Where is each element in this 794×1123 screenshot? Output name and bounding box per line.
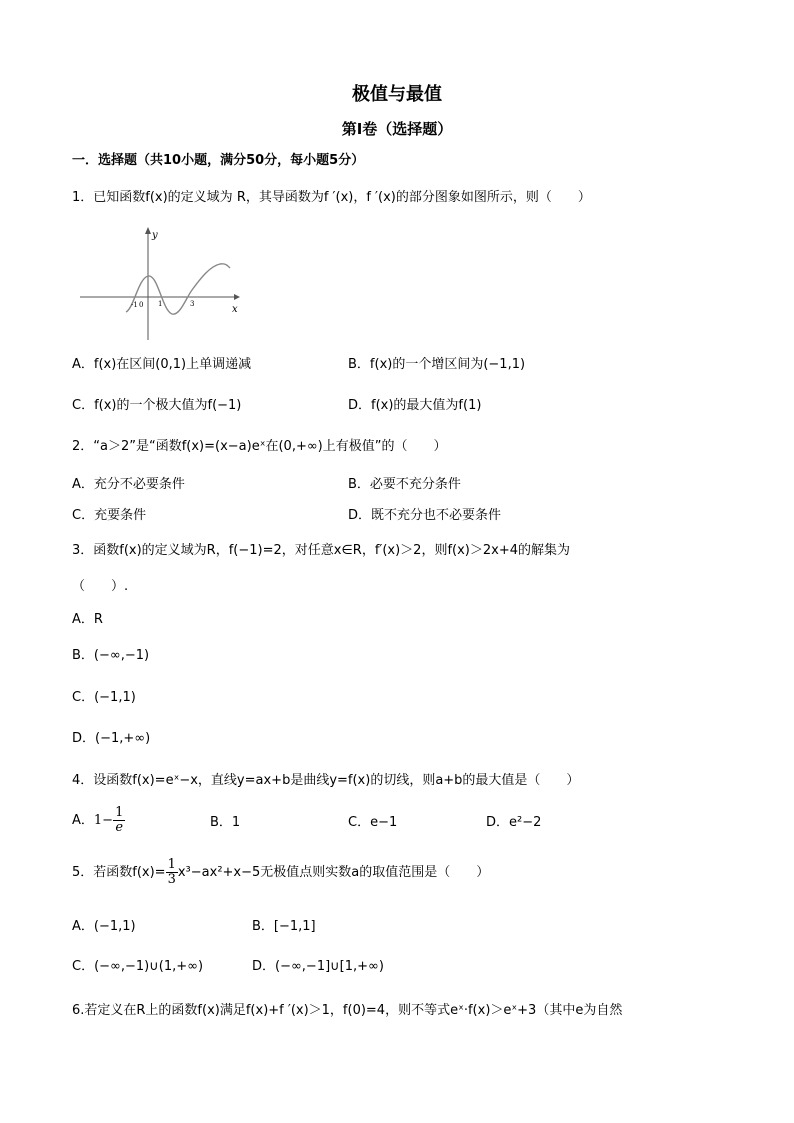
tick-label-3: 3 bbox=[190, 300, 195, 308]
q5-option-b: B．[−1,1] bbox=[252, 919, 316, 934]
fraction-numerator: 1 bbox=[167, 857, 176, 872]
fraction-numerator: 1 bbox=[115, 805, 124, 820]
question-4-stem: 4．设函数f(x)=eˣ−x，直线y=ax+b是曲线y=f(x)的切线，则a+b的最大值是（ ） bbox=[72, 773, 580, 788]
q1-option-c: C．f(x)的一个极大值为f(−1) bbox=[72, 398, 242, 413]
tick-label-0: 0 bbox=[139, 301, 144, 309]
question-6-stem: 6.若定义在R上的函数f(x)满足f(x)+f ′(x)＞1，f(0)=4，则不等式eˣ·f(x)＞eˣ+3（其中e为自然 bbox=[72, 1003, 623, 1018]
q4-option-a-fraction bbox=[113, 806, 125, 835]
section-heading: 一．选择题（共10小题，满分50分，每小题5分） bbox=[72, 153, 365, 168]
tick-label-1: 1 bbox=[158, 300, 163, 308]
q5-option-d: D．(−∞,−1]∪[1,+∞) bbox=[252, 959, 384, 974]
y-axis-arrow bbox=[145, 227, 151, 234]
x-axis-label: x bbox=[232, 304, 238, 315]
question-5-stem bbox=[72, 858, 489, 888]
page-title: 极值与最值 bbox=[352, 84, 442, 105]
q3-option-a: A．R bbox=[72, 612, 103, 627]
q2-option-b: B．必要不充分条件 bbox=[348, 477, 461, 492]
fraction-denominator: e bbox=[115, 820, 124, 835]
q2-option-c: C．充要条件 bbox=[72, 508, 147, 523]
question-3-stem-cont: （ ）. bbox=[72, 579, 129, 594]
q4-option-a bbox=[72, 806, 125, 836]
q4-option-a-expr: 1− bbox=[93, 813, 114, 828]
q3-option-d: D．(−1,+∞) bbox=[72, 731, 151, 746]
q5-option-a: A．(−1,1) bbox=[72, 919, 136, 934]
question-3-stem: 3．函数f(x)的定义域为R，f(−1)=2，对任意x∈R，f′(x)＞2，则f(x)＞2x+4的解集为 bbox=[72, 543, 570, 558]
q2-option-d: D．既不充分也不必要条件 bbox=[348, 508, 502, 523]
q1-option-d: D．f(x)的最大值为f(1) bbox=[348, 398, 482, 413]
y-axis-label: y bbox=[152, 230, 158, 241]
question-2-stem: 2．“a＞2”是“函数f(x)=(x−a)eˣ在(0,+∞)上有极值”的（ ） bbox=[72, 439, 447, 454]
q1-option-b: B．f(x)的一个增区间为(−1,1) bbox=[348, 357, 526, 372]
q4-option-a-prefix: A． bbox=[72, 813, 94, 828]
q5-option-c: C．(−∞,−1)∪(1,+∞) bbox=[72, 959, 204, 974]
fraction-denominator: 3 bbox=[167, 872, 176, 887]
q5-rest: x³−ax²+x−5无极值点则实数a的取值范围是（ ） bbox=[177, 865, 490, 880]
q4-option-d: D．e²−2 bbox=[486, 815, 542, 830]
q3-option-b: B．(−∞,−1) bbox=[72, 648, 150, 663]
q5-fraction bbox=[166, 858, 178, 887]
q5-prefix: 5．若函数f(x)= bbox=[72, 865, 166, 880]
question-1-stem: 1．已知函数f(x)的定义域为 R，其导函数为f ′(x)，f ′(x)的部分图象如图所示，则（ ） bbox=[72, 190, 591, 205]
tick-label-neg1: -1 bbox=[131, 301, 138, 309]
q1-option-a: A．f(x)在区间(0,1)上单调递减 bbox=[72, 357, 252, 372]
derivative-graph bbox=[76, 224, 246, 344]
q4-option-c: C．e−1 bbox=[348, 815, 398, 830]
x-axis-arrow bbox=[234, 294, 240, 300]
q2-option-a: A．充分不必要条件 bbox=[72, 477, 185, 492]
part-title: 第Ⅰ卷（选择题） bbox=[341, 120, 453, 138]
q3-option-c: C．(−1,1) bbox=[72, 690, 136, 705]
q4-option-b: B．1 bbox=[210, 815, 241, 830]
